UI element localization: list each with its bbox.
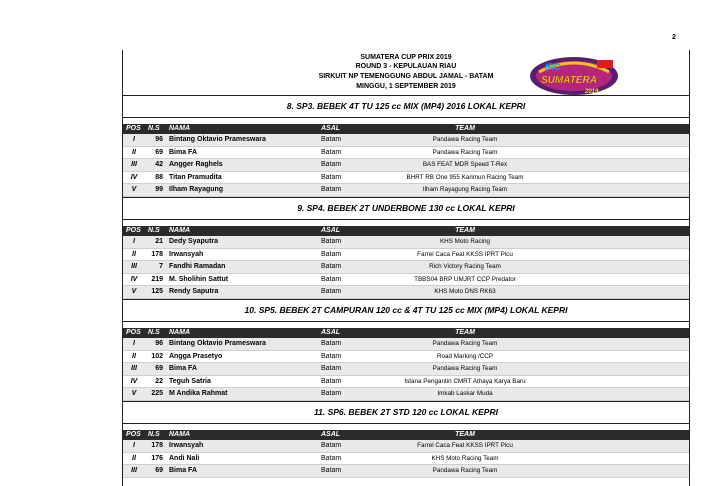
cell-ns: 176: [151, 454, 163, 462]
cell-nama: Dedy Syaputra: [169, 237, 219, 245]
table-row: [123, 184, 689, 197]
cell-nama: Bima FA: [169, 467, 198, 475]
table-row: [123, 376, 689, 389]
event-title: SUMATERA CUP PRIX 2019: [360, 54, 452, 61]
table-row: [123, 147, 689, 160]
cell-nama: M Andika Rahmat: [169, 390, 228, 398]
column-header-asal: ASAL: [321, 226, 341, 234]
column-header-team: TEAM: [455, 226, 475, 234]
column-header-team: TEAM: [455, 430, 475, 438]
table-row: [123, 465, 689, 478]
table-row: [123, 134, 689, 147]
page-number: 2: [672, 34, 676, 41]
results-sheet: [122, 50, 690, 486]
column-header-team: TEAM: [455, 328, 475, 336]
event-venue: SIRKUIT NP TEMENGGUNG ABDUL JAMAL - BATAM: [318, 73, 494, 80]
table-row: [123, 338, 689, 351]
table-row: [123, 261, 689, 274]
column-header-ns: N.S: [148, 430, 160, 438]
table-header: [123, 430, 689, 440]
table-row: [123, 236, 689, 249]
cell-nama: Bintang Oktavio Prameswara: [169, 339, 266, 347]
column-header-asal: ASAL: [321, 125, 341, 132]
column-header-nama: NAMA: [169, 328, 190, 336]
result-rows: [123, 338, 689, 401]
cell-nama: Bima FA: [169, 148, 198, 156]
cell-ns: 102: [151, 352, 163, 360]
cell-nama: Bintang Oktavio Prameswara: [169, 136, 266, 143]
cell-pos: II: [132, 148, 136, 156]
cell-team: Pandawa Racing Team: [432, 148, 498, 156]
column-header-team: TEAM: [455, 125, 475, 132]
cell-ns: 7: [159, 263, 163, 271]
cell-asal: Batam: [321, 275, 342, 283]
table-row: [123, 172, 689, 185]
table-row: [123, 274, 689, 287]
table-header: [123, 328, 689, 338]
cell-nama: Teguh Satria: [169, 377, 211, 385]
cell-asal: Batam: [321, 390, 342, 398]
result-section: [123, 299, 689, 401]
cell-ns: 99: [155, 186, 163, 194]
cell-asal: Batam: [321, 148, 342, 156]
cell-team: BHRT RB One 955 Karimun Racing Team: [406, 173, 524, 181]
column-header-asal: ASAL: [321, 430, 341, 438]
cell-ns: 69: [155, 365, 163, 373]
cell-team: Road Marking /CCP: [437, 352, 493, 360]
cell-asal: Batam: [321, 352, 342, 360]
cell-pos: I: [133, 441, 135, 449]
cell-nama: Rendy Saputra: [169, 288, 219, 296]
event-round: ROUND 3 - KEPULAUAN RIAU: [355, 63, 457, 70]
cell-asal: Batam: [321, 237, 342, 245]
event-header: [123, 50, 689, 95]
column-header-nama: NAMA: [169, 226, 190, 234]
cell-nama: Ilham Rayagung: [169, 186, 224, 194]
cell-nama: Bima FA: [169, 365, 198, 373]
cell-ns: 69: [155, 148, 163, 156]
cell-pos: I: [133, 237, 135, 245]
cell-pos: I: [133, 136, 135, 143]
sumatera-cup-prix-logo: [525, 52, 623, 98]
cell-team: BAS FEAT MDR Speed T-Rex: [422, 161, 508, 169]
cell-pos: I: [133, 339, 135, 347]
cell-asal: Batam: [321, 377, 342, 385]
column-header-pos: POS: [126, 125, 141, 132]
result-rows: [123, 236, 689, 299]
column-header-ns: N.S: [148, 125, 160, 132]
column-header-pos: POS: [126, 226, 141, 234]
cell-asal: Batam: [321, 136, 342, 143]
cell-ns: 219: [151, 275, 163, 283]
section-title: 9. SP4. BEBEK 2T UNDERBONE 130 cc LOKAL KEPRI: [123, 197, 689, 220]
cell-asal: Batam: [321, 441, 342, 449]
table-row: [123, 453, 689, 466]
cell-team: Imkab Laskar Muda: [437, 390, 493, 398]
section-title: 11. SP6. BEBEK 2T STD 120 cc LOKAL KEPRI: [123, 401, 689, 424]
logo-text-mid: SUMATERA: [541, 75, 597, 86]
cell-team: Pandawa Racing Team: [432, 136, 498, 143]
cell-pos: III: [131, 365, 137, 373]
cell-ns: 22: [155, 377, 163, 385]
cell-ns: 125: [151, 288, 163, 296]
cell-asal: Batam: [321, 467, 342, 475]
column-header-pos: POS: [126, 328, 141, 336]
cell-team: TBBS04 BRP UMJRT CCP Predator: [414, 275, 516, 283]
cell-ns: 21: [155, 237, 163, 245]
cell-team: Farrel Caca Feat KKSS IPRT Picu: [417, 441, 513, 449]
table-row: [123, 351, 689, 364]
cell-team: Pandawa Racing Team: [432, 467, 498, 475]
result-section: [123, 401, 689, 478]
column-header-ns: N.S: [148, 226, 160, 234]
cell-ns: 42: [155, 161, 163, 169]
result-section: [123, 95, 689, 197]
table-header: [123, 124, 689, 134]
cell-asal: Batam: [321, 288, 342, 296]
cell-team: KHS Moto Racing: [439, 237, 491, 245]
cell-asal: Batam: [321, 365, 342, 373]
column-header-nama: NAMA: [169, 125, 190, 132]
cell-ns: 225: [151, 390, 163, 398]
cell-team: Rich Victory Racing Team: [429, 263, 501, 271]
cell-team: KHS Moto DNS RK63: [434, 288, 496, 296]
cell-asal: Batam: [321, 454, 342, 462]
column-header-pos: POS: [126, 430, 141, 438]
cell-pos: II: [132, 250, 136, 258]
cell-nama: M. Sholihin Sattut: [169, 275, 229, 283]
cell-nama: Irwansyah: [169, 250, 204, 258]
cell-nama: Andi Nali: [169, 454, 200, 462]
logo-text-top: IRC: [545, 62, 561, 72]
table-header: [123, 226, 689, 236]
result-section: [123, 197, 689, 299]
section-title: 8. SP3. BEBEK 4T TU 125 cc MIX (MP4) 2016 LOKAL KEPRI: [123, 95, 689, 118]
cell-nama: Irwansyah: [169, 441, 204, 449]
table-row: [123, 159, 689, 172]
cell-ns: 96: [155, 339, 163, 347]
cell-ns: 178: [151, 441, 163, 449]
cell-pos: II: [132, 352, 136, 360]
cell-ns: 69: [155, 467, 163, 475]
column-header-asal: ASAL: [321, 328, 341, 336]
cell-asal: Batam: [321, 263, 342, 271]
column-header-nama: NAMA: [169, 430, 190, 438]
cell-nama: Angga Prasetyo: [169, 352, 223, 360]
table-row: [123, 286, 689, 299]
cell-asal: Batam: [321, 186, 342, 194]
cell-asal: Batam: [321, 161, 342, 169]
cell-pos: IV: [130, 275, 138, 283]
cell-team: KHS Moto Racing Team: [431, 454, 499, 462]
cell-pos: IV: [130, 173, 138, 181]
cell-nama: Fandhi Ramadan: [169, 263, 226, 271]
cell-pos: II: [132, 454, 136, 462]
result-rows: [123, 440, 689, 478]
cell-pos: V: [131, 288, 137, 296]
cell-asal: Batam: [321, 339, 342, 347]
cell-pos: V: [131, 186, 137, 194]
cell-asal: Batam: [321, 173, 342, 181]
cell-pos: V: [131, 390, 137, 398]
cell-team: Farrel Caca Feat KKSS IPRT Picu: [417, 250, 513, 258]
section-title: 10. SP5. BEBEK 2T CAMPURAN 120 cc & 4T TU 125 cc MIX (MP4) LOKAL KEPRI: [123, 299, 689, 322]
cell-team: Pandawa Racing Team: [432, 365, 498, 373]
cell-pos: III: [131, 467, 137, 475]
table-row: [123, 440, 689, 453]
cell-pos: III: [131, 161, 137, 169]
event-date: MINGGU, 1 SEPTEMBER 2019: [356, 83, 456, 90]
cell-ns: 88: [155, 173, 163, 181]
result-rows: [123, 134, 689, 197]
cell-pos: IV: [130, 377, 138, 385]
cell-nama: Angger Raghels: [169, 161, 223, 169]
cell-pos: III: [131, 263, 137, 271]
cell-team: Ilham Rayagung Racing Team: [422, 186, 508, 194]
cell-ns: 96: [155, 136, 163, 143]
cell-team: Pandawa Racing Team: [432, 339, 498, 347]
table-row: [123, 363, 689, 376]
table-row: [123, 249, 689, 262]
table-row: [123, 388, 689, 401]
cell-ns: 178: [151, 250, 163, 258]
cell-asal: Batam: [321, 250, 342, 258]
cell-team: Istana Pengantin CMRT Athaya Karya Baru: [404, 377, 526, 385]
logo-text-bottom: 2019: [585, 89, 599, 95]
column-header-ns: N.S: [148, 328, 160, 336]
cell-nama: Titan Pramudita: [169, 173, 222, 181]
